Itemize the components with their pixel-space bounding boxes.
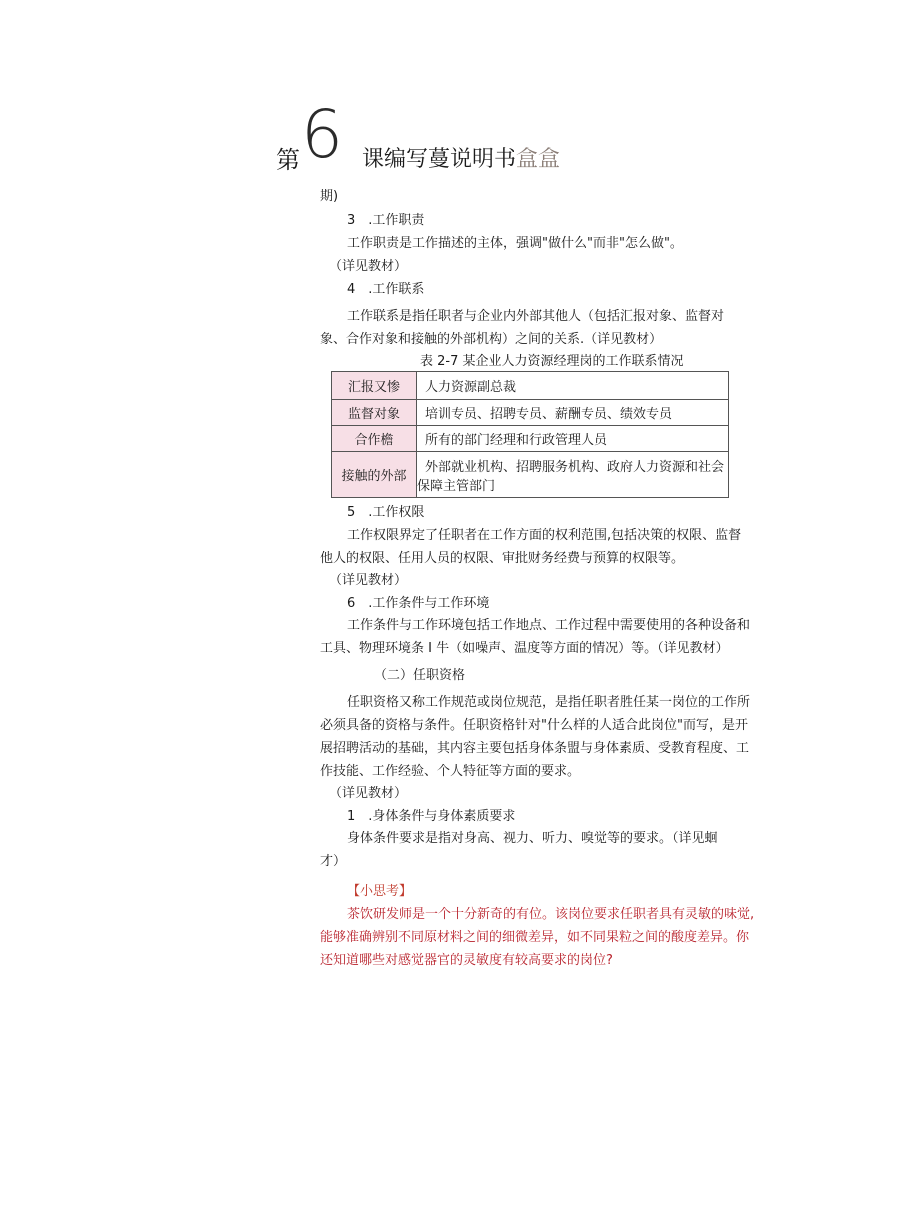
chapter-number: 6 [301,96,343,173]
chapter-title-text: 课编写蔓说明书 [362,147,517,172]
paragraph-line: 象、合作对象和接触的外部机构）之间的关系.（详见教材） [320,332,663,347]
reference-note: （详见教材） [329,259,408,274]
subsection-heading: （二）任职资格 [374,668,466,683]
table-key: 汇报又惨 [332,372,417,400]
table-row [332,426,729,452]
think-tag: 【小思考】 [347,884,413,899]
table-value [417,452,729,498]
paragraph-line: 工具、物理环境条 I 牛（如噪声、温度等方面的情况）等。（详见教材） [320,641,729,656]
paragraph-line: 工作职责是工作描述的主体，强调"做什么"而非"怎么做"。 [347,236,683,251]
think-line: 茶饮研发师是一个十分新奇的有位。该岗位要求任职者具有灵敏的味觉, [347,907,755,922]
table-caption: 表 2-7 某企业人力资源经理岗的工作联系情况 [420,354,684,369]
table-value: 人力资源副总裁 [417,372,729,400]
table-row [332,400,729,426]
section-heading: 6 .工作条件与工作环境 [347,596,490,611]
table-key: 合作檐 [332,426,417,452]
think-line: 还知道哪些对感觉器官的灵敏度有较高要求的岗位? [320,953,613,968]
table-key: 接触的外部 [332,452,417,498]
reference-note: （详见教材） [329,573,408,588]
table-value-line: 保障主管部门 [417,478,496,494]
chapter-prefix: 第 [276,146,300,174]
paragraph-line: 工作联系是指任职者与企业内外部其他人（包括汇报对象、监督对 [347,309,725,324]
section-heading: 3 .工作职责 [347,213,425,228]
chapter-title-boxes: 盒盒 [516,147,561,172]
paragraph-line: 才） [320,854,347,869]
paragraph-line: 他人的权限、任用人员的权限、审批财务经费与预算的权限等。 [320,551,685,566]
table-row [332,372,729,400]
reference-note: （详见教材） [329,786,408,801]
work-relations-table [331,371,729,498]
think-line: 能够准确辨别不同原材料之间的细微差异，如不同果粒之间的酸度差异。你 [320,930,750,945]
table-value: 所有的部门经理和行政管理人员 [417,426,729,452]
paragraph-line: 作技能、工作经验、个人特征等方面的要求。 [320,764,581,779]
table-value-line: 外部就业机构、招聘服务机构、政府人力资源和社会 [425,459,725,475]
section-heading: 1 .身体条件与身体素质要求 [347,809,516,824]
paragraph-line: 工作权限界定了任职者在工作方面的权利范围,包括决策的权限、监督 [347,528,742,543]
table-key: 监督对象 [332,400,417,426]
section-heading: 4 .工作联系 [347,282,425,297]
chapter-title [362,146,560,174]
paragraph-line: 展招聘活动的基础，其内容主要包括身体条盟与身体素质、受教育程度、工 [320,741,750,756]
paragraph-line: 任职资格又称工作规范或岗位规范，是指任职者胜任某一岗位的工作所 [347,695,751,710]
text-line: 期) [320,189,339,204]
section-heading: 5 .工作权限 [347,505,425,520]
paragraph-line: 必须具备的资格与条件。任职资格针对"什么样的人适合此岗位"而写，是开 [320,718,748,733]
table-row [332,452,729,498]
paragraph-line: 工作条件与工作环境包括工作地点、工作过程中需要使用的各种设备和 [347,618,751,633]
paragraph-line: 身体条件要求是指对身高、视力、听力、嗅觉等的要求。（详见蛔 [347,831,718,846]
table-value: 培训专员、招聘专员、薪酬专员、绩效专员 [417,400,729,426]
